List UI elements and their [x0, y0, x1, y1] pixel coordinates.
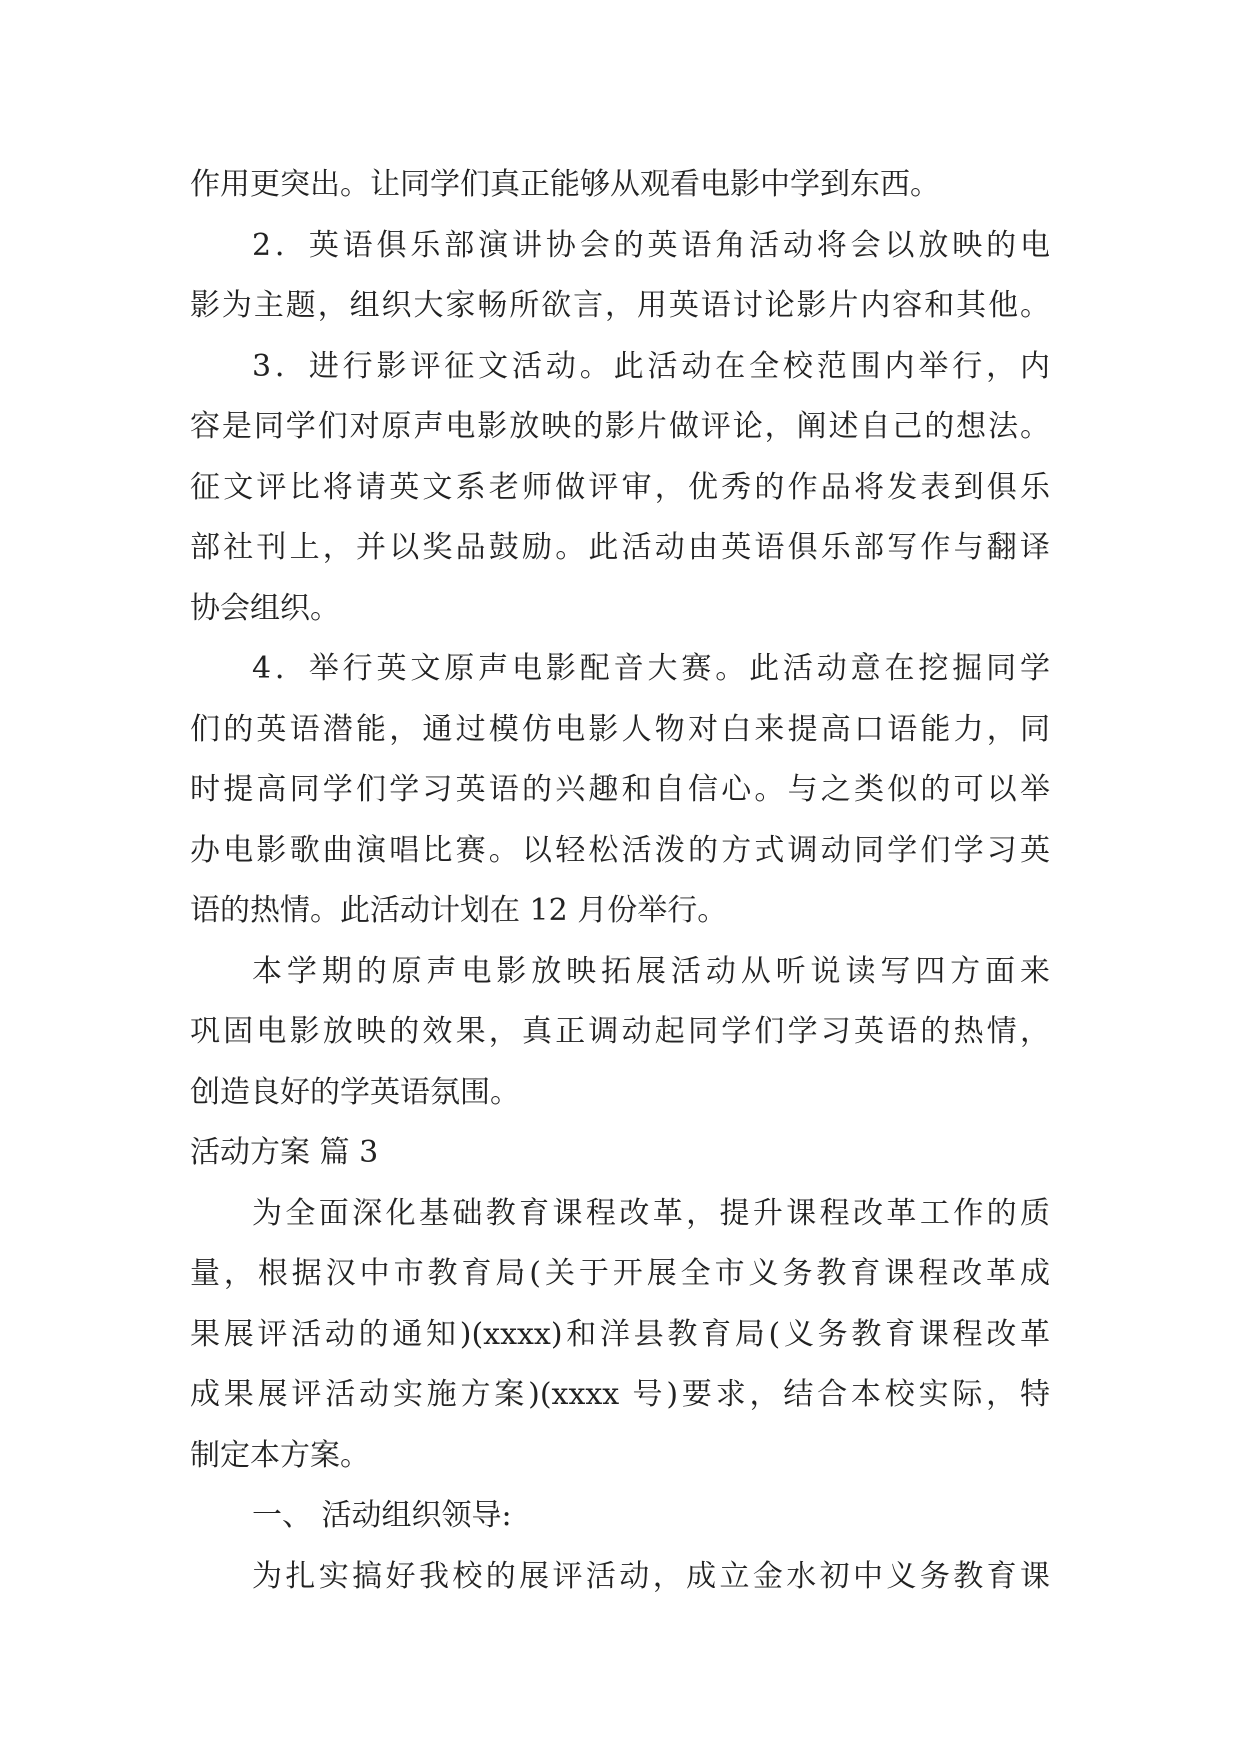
text-line: 4．举行英文原声电影配音大赛。此活动意在挖掘同学	[252, 651, 1050, 686]
text-line: 制定本方案。	[190, 1437, 370, 1473]
text-line: 影为主题，组织大家畅所欲言，用英语讨论影片内容和其他。	[190, 288, 1050, 323]
text-line: 3．进行影评征文活动。此活动在全校范围内举行，内	[252, 348, 1050, 384]
text-line: 容是同学们对原声电影放映的影片做评论，阐述自己的想法。	[190, 409, 1050, 444]
text-line: 协会组织。	[190, 590, 340, 626]
text-line: 成果展评活动实施方案)(xxxx 号)要求，结合本校实际，特	[190, 1377, 1050, 1412]
text-line: 时提高同学们学习英语的兴趣和自信心。与之类似的可以举	[190, 772, 1050, 807]
text-line: 办电影歌曲演唱比赛。以轻松活泼的方式调动同学们学习英	[190, 832, 1050, 868]
text-line: 果展评活动的通知)(xxxx)和洋县教育局(义务教育课程改革	[190, 1316, 1050, 1352]
text-line: 一、 活动组织领导:	[252, 1498, 512, 1533]
text-line: 量，根据汉中市教育局(关于开展全市义务教育课程改革成	[190, 1256, 1050, 1291]
text-line: 语的热情。此活动计划在 12 月份举行。	[190, 893, 728, 928]
document-body	[190, 155, 1050, 1607]
text-line: 创造良好的学英语氛围。	[190, 1074, 520, 1110]
text-line: 本学期的原声电影放映拓展活动从听说读写四方面来	[252, 953, 1050, 989]
text-line: 2．英语俱乐部演讲协会的英语角活动将会以放映的电	[252, 227, 1050, 263]
text-line: 巩固电影放映的效果，真正调动起同学们学习英语的热情，	[190, 1014, 1050, 1049]
text-line: 部社刊上，并以奖品鼓励。此活动由英语俱乐部写作与翻译	[190, 530, 1050, 565]
text-line: 们的英语潜能，通过模仿电影人物对白来提高口语能力，同	[190, 711, 1050, 747]
text-line: 活动方案 篇 3	[190, 1135, 379, 1170]
text-line: 为扎实搞好我校的展评活动，成立金水初中义务教育课	[252, 1558, 1050, 1594]
text-line: 作用更突出。让同学们真正能够从观看电影中学到东西。	[190, 167, 940, 202]
text-line: 征文评比将请英文系老师做评审，优秀的作品将发表到俱乐	[190, 469, 1050, 505]
text-line: 为全面深化基础教育课程改革，提升课程改革工作的质	[252, 1195, 1050, 1231]
